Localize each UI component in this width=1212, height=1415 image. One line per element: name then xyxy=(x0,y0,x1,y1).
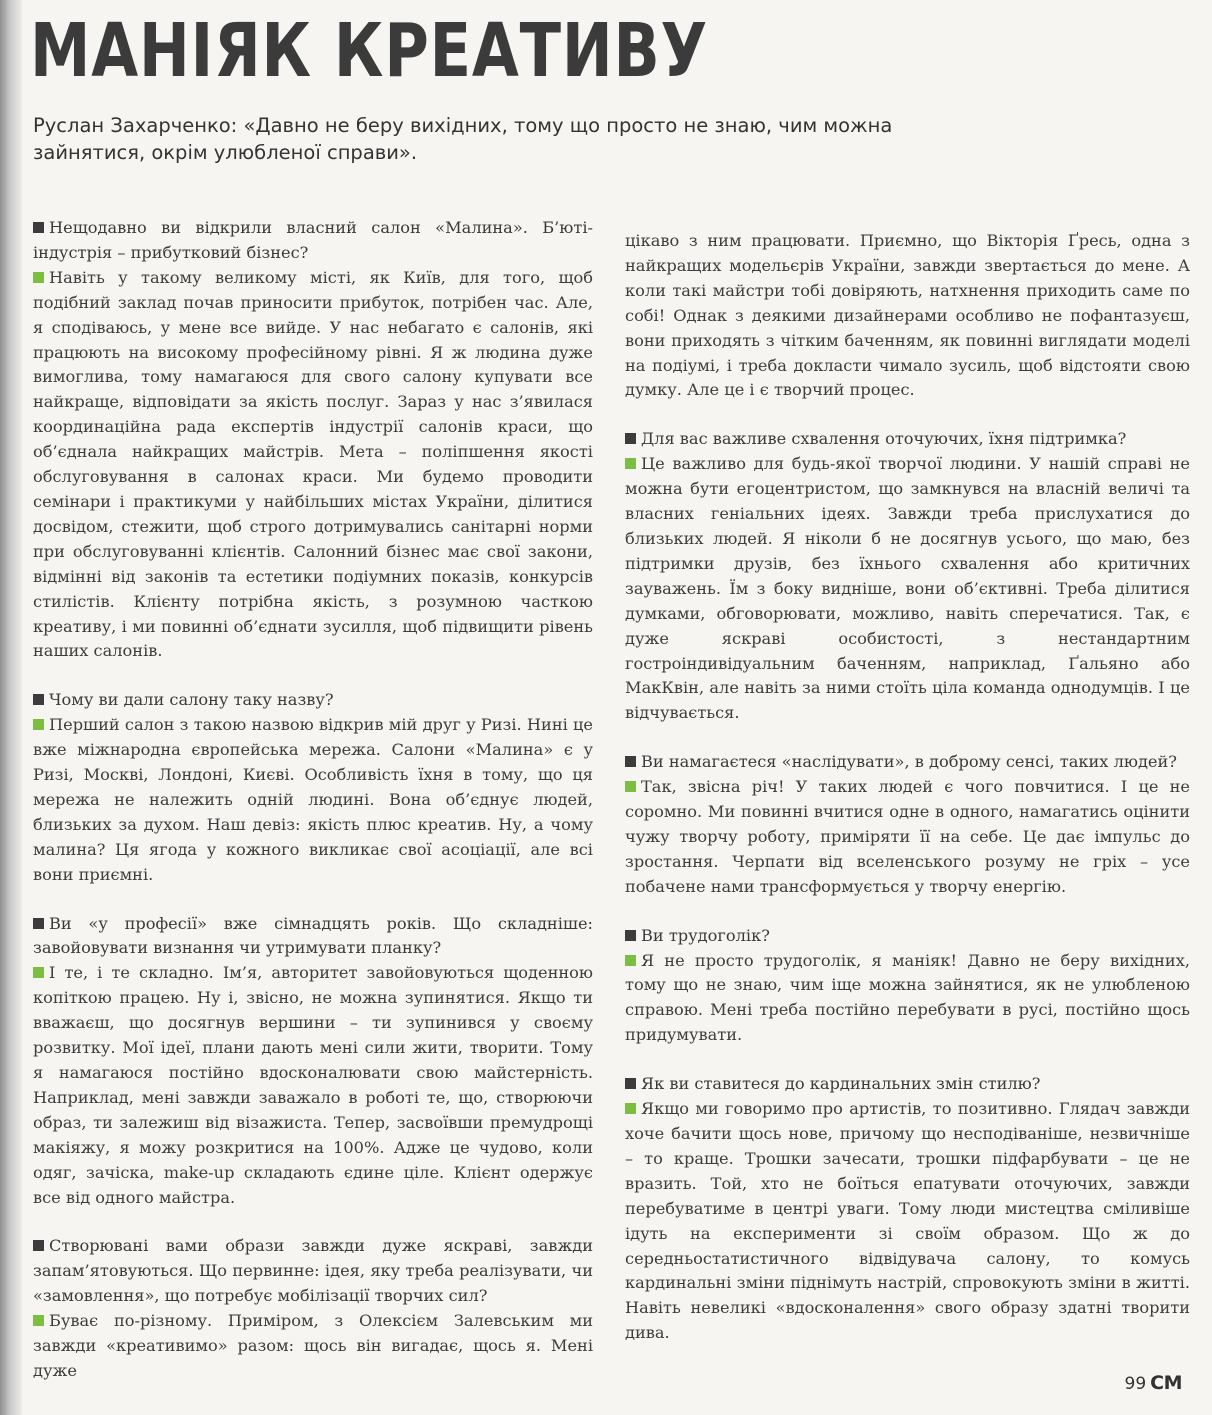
qa-block xyxy=(625,924,1190,1049)
page-binding-shadow xyxy=(0,0,22,1415)
answer-marker-icon xyxy=(33,1315,44,1326)
question-text: Як ви ставитеся до кардинальних змін стилю? xyxy=(641,1074,1041,1094)
qa-block xyxy=(33,688,593,887)
question-text: Нещодавно ви відкрили власний салон «Малина». Б’юті-індустрія – прибутковий бізнес? xyxy=(33,218,593,262)
question-text: Ви намагаєтеся «наслідувати», в доброму сенсі, таких людей? xyxy=(641,752,1177,772)
question-text: Чому ви дали салону таку назву? xyxy=(49,690,334,710)
answer-text: Це важливо для будь-якої творчої людини. У нашій справі не можна бути егоцентристом, що замкнувся на власній величі та власних геніальних ідеях. Завжди треба прислухатися до близьких людей. Я ніколи б не досягнув усього, що маю, без підтримки друзів, без їхнього схвалення або критичних зауважень. Їм з боку видніше, вони об’єктивні. Треба ділитися думками, обговорювати, можливо, навіть сперечатися. Так, є дуже яскраві особистості, з нестандартним гостроіндивідуальним баченням, наприклад, Ґальяно або МакКвін, але навіть за ними стоїть ціла команда однодумців. І це відчувається. xyxy=(625,454,1190,723)
answer-marker-icon xyxy=(33,719,44,730)
answer-marker-icon xyxy=(625,458,636,469)
page-folio xyxy=(1125,1372,1183,1394)
answer-continuation: цікаво з ним працювати. Приємно, що Вікторія Ґресь, одна з найкращих модельєрів України, завжди звертається до мене. А коли такі майстри тобі довіряють, натхнення приходить саме по собі! Однак з деякими дизайнерами особливо не пофантазуєш, вони приходять з чітким баченням, як повинні виглядати моделі на подіумі, і треба докласти чимало зусиль, щоб відстояти свою думку. Але це і є творчий процес. xyxy=(625,231,1190,400)
question-marker-icon xyxy=(33,918,44,929)
right-column xyxy=(625,229,1190,1370)
left-column xyxy=(33,216,593,1408)
question-marker-icon xyxy=(625,756,636,767)
question-marker-icon xyxy=(33,1240,44,1251)
qa-block xyxy=(33,216,593,664)
question-marker-icon xyxy=(625,433,636,444)
answer-text: Якщо ми говоримо про артистів, то позитивно. Глядач завжди хоче бачити щось нове, причому що несподіваніше, незвичніше – то краще. Трошки зачесати, трошки підфарбувати – це не вразить. Той, хто не боїться епатувати оточуючих, завжди перебуватиме в центрі уваги. Тому люди мистецтва сміливіше ідуть на експерименти зі своїм образом. Що ж до середньостатистичного відвідувача салону, то комусь кардинальні зміни піднімуть настрій, спровокують зміни в житті. Навіть невеликі «вдосконалення» свого образу здатні творити дива. xyxy=(625,1099,1190,1343)
question-marker-icon xyxy=(625,1078,636,1089)
page-number: 99 xyxy=(1124,1374,1147,1394)
article-title: МАНІЯК КРЕАТИВУ xyxy=(30,8,709,94)
answer-text: Навіть у такому великому місті, як Київ, для того, щоб подібний заклад почав приносити прибуток, потрібен час. Але, я сподіваюсь, у мене все вийде. У нас небагато є салонів, які працюють на високому професійному рівні. Я ж людина дуже вимоглива, тому намагаюся для свого салону купувати все найкраще, відповідати за якість послуг. Зараз у нас з’явилася координаційна рада експертів індустрії салонів краси, що об’єднала найкращих майстрів. Мета – поліпшення якості обслуговування в салонах краси. Ми будемо проводити семінари і практикуми у найбільших містах України, ділитися досвідом, стежити, щоб строго дотримувались санітарні норми при обслуговуванні клієнтів. Салонний бізнес має свої закони, відмінні від законів та естетики подіумних показів, конкурсів стилістів. Клієнту потрібна якість, з розумною часткою креативу, і ми повинні об’єднати зусилля, щоб підвищити рівень наших салонів. xyxy=(33,267,593,661)
qa-block xyxy=(33,1234,593,1383)
question-marker-icon xyxy=(625,930,636,941)
answer-text: Так, звісна річ! У таких людей є чого повчитися. І це не соромно. Ми повинні вчитися одне в одного, намагатись оцінити чужу творчу роботу, приміряти її на себе. Це дає імпульс до зростання. Черпати від вселенського розуму не гріх – усе побачене нами трансформується у творчу енергію. xyxy=(625,777,1190,896)
qa-block xyxy=(33,912,593,1211)
magazine-logo: СМ xyxy=(1150,1372,1182,1394)
article-lede: Руслан Захарченко: «Давно не беру вихідних, тому що просто не знаю, чим можна зайнятися, окрім улюбленої справи». xyxy=(33,114,893,164)
answer-marker-icon xyxy=(625,781,636,792)
answer-text: І те, і те складно. Ім’я, авторитет завойовуються щоденною копіткою працею. Ну і, звісно, не можна зупинятися. Якщо ти вважаєш, що досягнув вершини – ти зупинився у своєму розвитку. Мої ідеї, плани дають мені сили жити, творити. Тому я намагаюся постійно вдосконалювати свою майстерність. Наприклад, мені завжди заважало в роботі те, що, створюючи образ, ти залежиш від візажиста. Тепер, засвоївши премудрощі макіяжу, я можу розкритися на 100%. Адже це чудово, коли одяг, зачіска, make-up складають єдине ціле. Клієнт одержує все від одного майстра. xyxy=(33,963,593,1207)
question-marker-icon xyxy=(33,222,44,233)
question-text: Створювані вами образи завжди дуже яскраві, завжди запам’ятовуються. Що первинне: ідея, яку треба реалізувати, чи «замовлення», що потребує мобілізації творчих сил? xyxy=(33,1236,593,1306)
answer-marker-icon xyxy=(33,272,44,283)
question-text: Для вас важливе схвалення оточуючих, їхня підтримка? xyxy=(641,429,1127,449)
question-text: Ви «у професії» вже сімнадцять років. Що складніше: завойовувати визнання чи утримувати планку? xyxy=(33,913,593,958)
answer-text: Перший салон з такою назвою відкрив мій друг у Ризі. Нині це вже міжнародна європейська мережа. Салони «Малина» є у Ризі, Москві, Лондоні, Києві. Особливість їхня в тому, що ця мережа не належить одній людині. Вона об’єднує людей, близьких за духом. Наш девіз: якість плюс креатив. Ну, а чому малина? Ця ягода у кожного викликає свої асоціації, але всі вони приємні. xyxy=(33,715,593,884)
qa-block xyxy=(625,427,1190,726)
answer-text: Буває по-різному. Приміром, з Олексієм Залевським ми завжди «креативимо» разом: щось він вигадає, щось я. Мені дуже xyxy=(33,1311,593,1380)
answer-marker-icon xyxy=(625,955,636,966)
answer-marker-icon xyxy=(33,967,44,978)
question-marker-icon xyxy=(33,694,44,705)
qa-block xyxy=(625,750,1190,899)
answer-text: Я не просто трудоголік, я маніяк! Давно не беру вихідних, тому що не знаю, чим іще можна зайнятися, як не улюбленою справою. Мені треба постійно перебувати в русі, постійно щось придумувати. xyxy=(625,950,1190,1045)
answer-marker-icon xyxy=(625,1103,636,1114)
qa-block xyxy=(625,1072,1190,1346)
question-text: Ви трудоголік? xyxy=(641,925,770,945)
